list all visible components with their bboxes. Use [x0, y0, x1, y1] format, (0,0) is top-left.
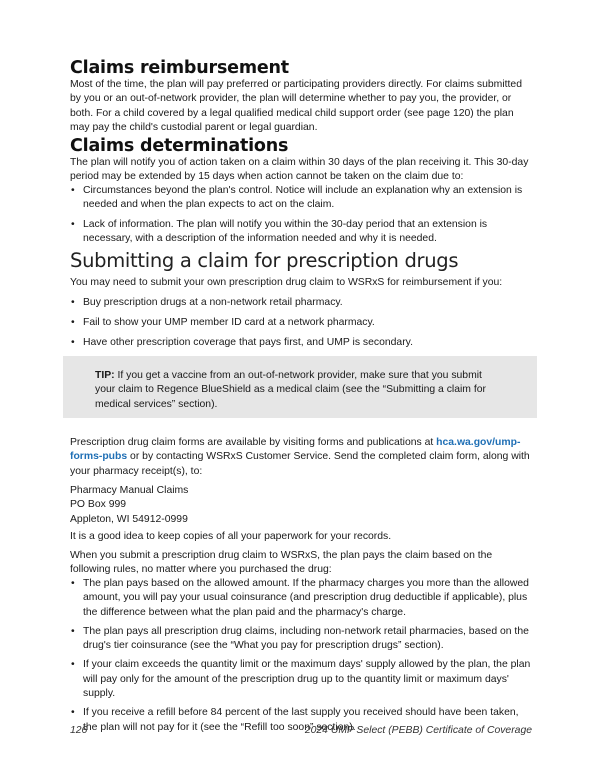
- copies-paragraph: It is a good idea to keep copies of all your paperwork for your records.: [70, 531, 392, 542]
- list-item: • The plan pays all prescription drug claims, including non-network retail pharmacies, based on the drug's tier coinsurance (see the “What you pay for prescription drugs” section).: [70, 625, 532, 654]
- determinations-list: [70, 184, 532, 246]
- list-item: • Lack of information. The plan will notify you within the 30-day period that an extension is necessary, with a description of the information needed and why it is needed.: [70, 218, 532, 247]
- list-item: • Fail to show your UMP member ID card at a network pharmacy.: [70, 316, 532, 330]
- list-item: • If your claim exceeds the quantity limit or the maximum days' supply allowed by the plan, the plan will pay only for the amount of the prescription drug up to the quantity limit or maximum days' supply.: [70, 658, 532, 701]
- forms-text-after: or by contacting WSRxS Customer Service. Send the completed claim form, along with your pharmacy receipt(s), to:: [70, 451, 530, 477]
- document-title: 2024 UMP Select (PEBB) Certificate of Coverage: [304, 725, 532, 736]
- list-item: • Buy prescription drugs at a non-network retail pharmacy.: [70, 296, 532, 310]
- page-number: 126: [70, 725, 88, 736]
- prescription-intro: You may need to submit your own prescription drug claim to WSRxS for reimbursement if you:: [70, 277, 503, 288]
- prescription-reasons-list: [70, 296, 532, 350]
- determinations-paragraph: The plan will notify you of action taken on a claim within 30 days of the plan receiving it. This 30-day period may be extended by 15 days when action cannot be taken on the claim due to:: [70, 157, 529, 183]
- heading-submitting-prescription-claim: Submitting a claim for prescription drugs: [70, 249, 459, 272]
- forms-text-before: Prescription drug claim forms are available by visiting forms and publications at: [70, 437, 437, 448]
- list-item: • Circumstances beyond the plan's control. Notice will include an explanation why an extension is needed and when the plan expects to act on the claim.: [70, 184, 532, 213]
- mailing-address: [70, 484, 532, 527]
- heading-claims-reimbursement: Claims reimbursement: [70, 58, 289, 78]
- address-line: Appleton, WI 54912-0999: [70, 513, 188, 525]
- heading-claims-determinations: Claims determinations: [70, 136, 289, 156]
- forms-paragraph: [70, 436, 532, 479]
- address-line: Pharmacy Manual Claims: [70, 485, 189, 496]
- reimbursement-paragraph: Most of the time, the plan will pay preferred or participating providers directly. For claims submitted by you or an out-of-network provider, the plan will determine whether to pay you, the provider, or both. For a child covered by a legal qualified medical child support order (see page 120) the plan may pay the child's custodial parent or legal guardian.: [70, 79, 522, 133]
- forms-pubs-link[interactable]: hca.wa.gov/ump-forms-pubs: [70, 437, 521, 463]
- list-item: • The plan pays based on the allowed amount. If the pharmacy charges you more than the allowed amount, you will pay your usual coinsurance (and prescription drug deductible if applicable), plus the difference between what the plan paid and the pharmacy's charge.: [70, 577, 532, 620]
- tip-box: [63, 356, 537, 418]
- list-item: • Have other prescription coverage that pays first, and UMP is secondary.: [70, 336, 532, 350]
- tip-body: If you get a vaccine from an out-of-network provider, make sure that you submit your claim to Regence BlueShield as a medical claim (see the “Submitting a claim for medical services” section).: [95, 370, 486, 410]
- rules-intro: When you submit a prescription drug claim to WSRxS, the plan pays the claim based on the following rules, no matter where you purchased the drug:: [70, 550, 493, 576]
- tip-label: TIP:: [95, 370, 115, 381]
- rules-list: [70, 577, 532, 735]
- address-line: PO Box 999: [70, 499, 127, 511]
- list-item: • If you receive a refill before 84 percent of the last supply you received should have been taken, the plan will not pay for it (see the “Refill too soon” section).: [70, 706, 532, 735]
- tip-text: [95, 369, 495, 412]
